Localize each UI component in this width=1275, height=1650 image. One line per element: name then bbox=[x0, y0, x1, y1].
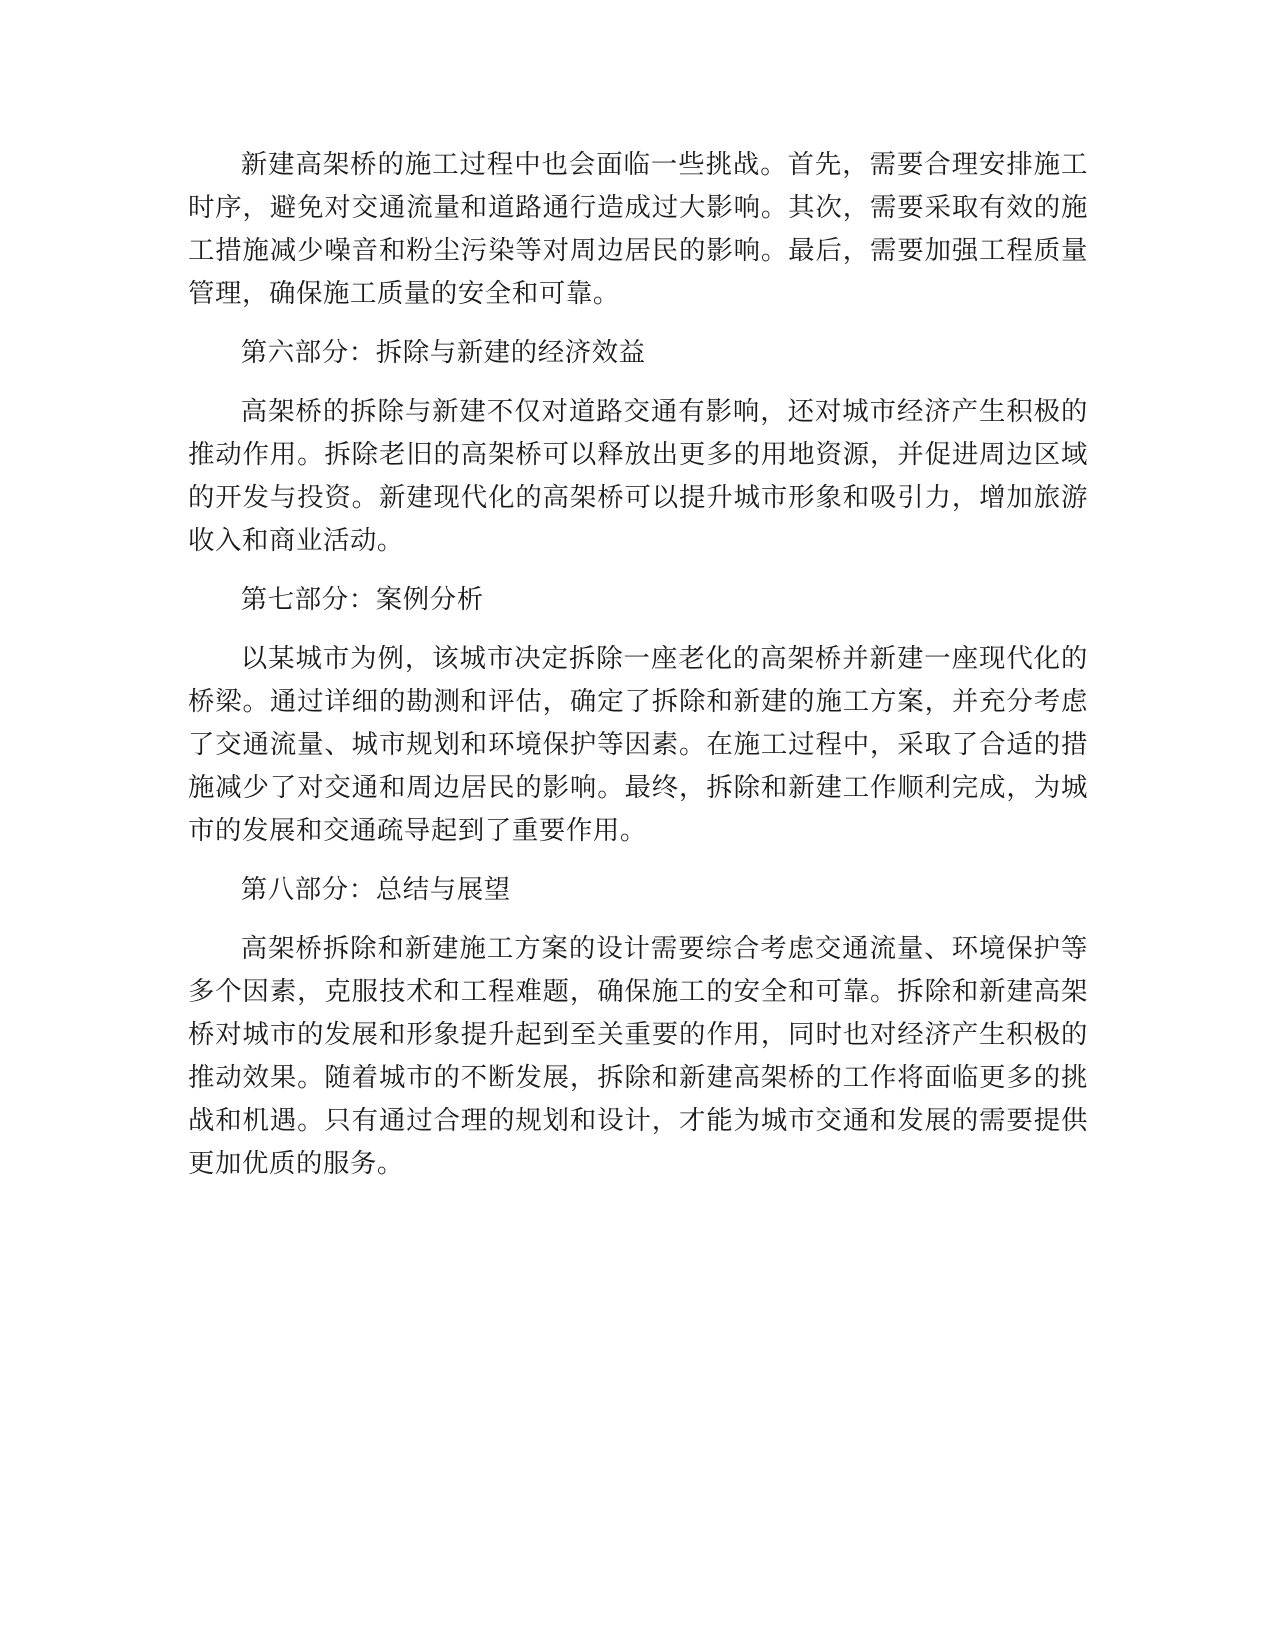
heading-part-six: 第六部分：拆除与新建的经济效益 bbox=[240, 337, 646, 368]
paragraph-economic-benefits: 高架桥的拆除与新建不仅对道路交通有影响，还对城市经济产生积极的推动作用。拆除老旧的高架桥可以释放出更多的用地资源，并促进周边区域的开发与投资。新建现代化的高架桥可以提升城市形象和吸引力，增加旅游收入和商业活动。 bbox=[188, 396, 1088, 556]
heading-part-eight: 第八部分：总结与展望 bbox=[240, 874, 511, 905]
heading-part-seven: 第七部分：案例分析 bbox=[240, 584, 484, 615]
paragraph-construction-challenges: 新建高架桥的施工过程中也会面临一些挑战。首先，需要合理安排施工时序，避免对交通流量和道路通行造成过大影响。其次，需要采取有效的施工措施减少噪音和粉尘污染等对周边居民的影响。最后，需要加强工程质量管理，确保施工质量的安全和可靠。 bbox=[188, 149, 1088, 309]
document-page bbox=[188, 143, 1088, 1201]
paragraph-summary-outlook: 高架桥拆除和新建施工方案的设计需要综合考虑交通流量、环境保护等多个因素，克服技术和工程难题，确保施工的安全和可靠。拆除和新建高架桥对城市的发展和形象提升起到至关重要的作用，同时也对经济产生积极的推动效果。随着城市的不断发展，拆除和新建高架桥的工作将面临更多的挑战和机遇。只有通过合理的规划和设计，才能为城市交通和发展的需要提供更加优质的服务。 bbox=[188, 933, 1088, 1179]
paragraph-case-study: 以某城市为例，该城市决定拆除一座老化的高架桥并新建一座现代化的桥梁。通过详细的勘测和评估，确定了拆除和新建的施工方案，并充分考虑了交通流量、城市规划和环境保护等因素。在施工过程中，采取了合适的措施减少了对交通和周边居民的影响。最终，拆除和新建工作顺利完成，为城市的发展和交通疏导起到了重要作用。 bbox=[188, 643, 1088, 846]
